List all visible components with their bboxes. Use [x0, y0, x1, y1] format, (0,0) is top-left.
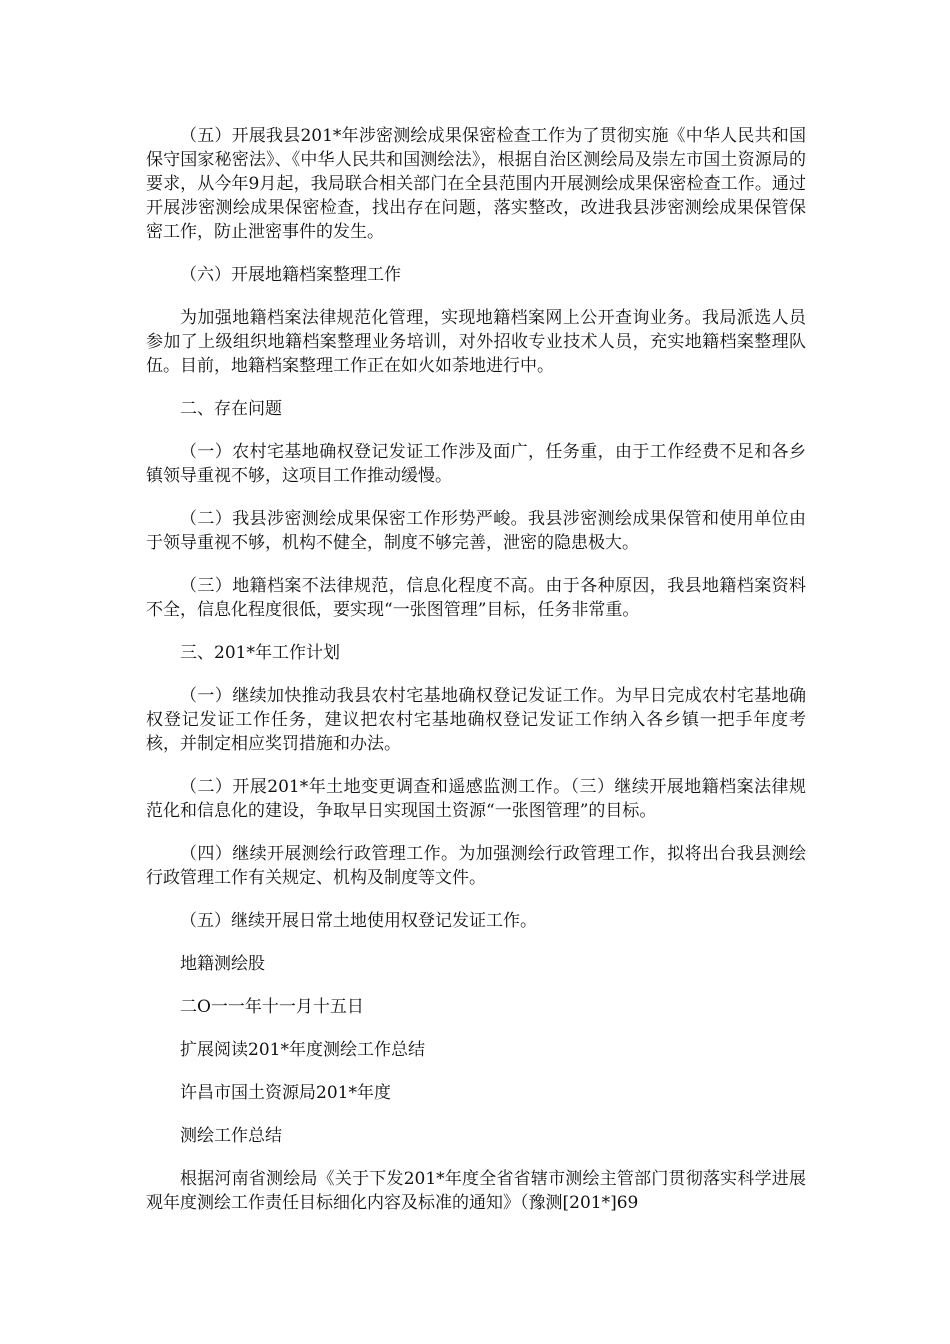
document-body: [146, 124, 806, 1234]
paragraph: （一）农村宅基地确权登记发证工作涉及面广，任务重，由于工作经费不足和各乡镇领导重视不够，这项目工作推动缓慢。: [146, 442, 806, 486]
paragraph: （三）地籍档案不法律规范，信息化程度不高。由于各种原因，我县地籍档案资料不全，信息化程度很低，要实现“一张图管理”目标，任务非常重。: [146, 576, 806, 620]
paragraph: （一）继续加快推动我县农村宅基地确权登记发证工作。为早日完成农村宅基地确权登记发证工作任务，建议把农村宅基地确权登记发证工作纳入各乡镇一把手年度考核，并制定相应奖罚措施和办法。: [146, 686, 806, 754]
paragraph: （二）开展201*年土地变更调查和遥感监测工作。（三）继续开展地籍档案法律规范化和信息化的建设，争取早日实现国土资源“一张图管理”的目标。: [146, 777, 806, 821]
paragraph: （四）继续开展测绘行政管理工作。为加强测绘行政管理工作，拟将出台我县测绘行政管理工作有关规定、机构及制度等文件。: [146, 844, 806, 888]
paragraph: （五）开展我县201*年涉密测绘成果保密检查工作为了贯彻实施《中华人民共和国保守国家秘密法》、《中华人民共和国测绘法》，根据自治区测绘局及崇左市国土资源局的要求，从今年9月起，我局联合相关部门在全县范围内开展测绘成果保密检查工作。通过开展涉密测绘成果保密检查，找出存在问题，落实整改，改进我县涉密测绘成果保管保密工作，防止泄密事件的发生。: [146, 126, 806, 242]
paragraph: （五）继续开展日常土地使用权登记发证工作。: [180, 911, 537, 931]
report-title-line-1: 许昌市国土资源局201*年度: [180, 1083, 391, 1103]
section-heading: 二、存在问题: [180, 399, 282, 419]
section-heading: 三、201*年工作计划: [180, 643, 340, 663]
section-heading: （六）开展地籍档案整理工作: [180, 265, 401, 285]
paragraph: （二）我县涉密测绘成果保密工作形势严峻。我县涉密测绘成果保管和使用单位由于领导重视不够，机构不健全，制度不够完善，泄密的隐患极大。: [146, 509, 806, 553]
paragraph: 为加强地籍档案法律规范化管理，实现地籍档案网上公开查询业务。我局派选人员参加了上级组织地籍档案整理业务培训，对外招收专业技术人员，充实地籍档案整理队伍。目前，地籍档案整理工作正在如火如荼地进行中。: [146, 308, 806, 376]
signature-date: 二O一一年十一月十五日: [180, 997, 364, 1017]
report-title-line-2: 测绘工作总结: [180, 1126, 282, 1146]
extended-reading-title: 扩展阅读201*年度测绘工作总结: [180, 1040, 425, 1060]
signature-department: 地籍测绘股: [180, 954, 265, 974]
paragraph: 根据河南省测绘局《关于下发201*年度全省省辖市测绘主管部门贯彻落实科学进展观年度测绘工作责任目标细化内容及标准的通知》（豫测[201*]69: [146, 1169, 806, 1213]
